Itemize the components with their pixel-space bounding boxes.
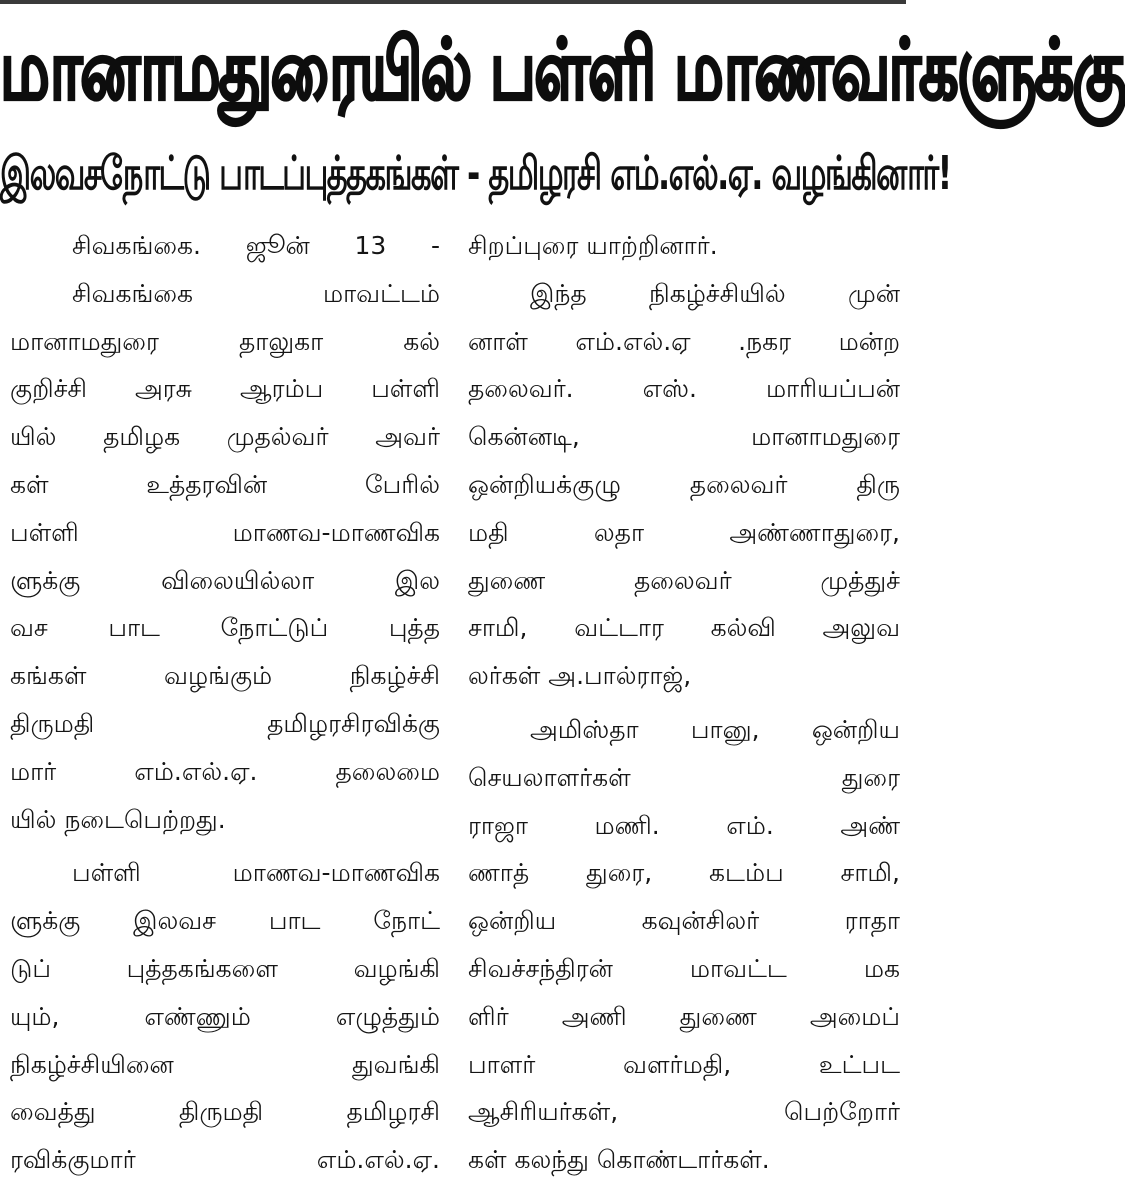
text-line: யும், எண்ணும் எழுத்தும் — [10, 1001, 440, 1031]
text-line: ணாத் துரை, கடம்ப சாமி, — [468, 858, 900, 888]
text-line: பள்ளி மாணவ-மாணவிக — [72, 858, 440, 888]
text-line: சிறப்புரை யாற்றினார். — [468, 231, 718, 260]
text-line: வைத்து திருமதி தமிழரசி — [10, 1097, 440, 1127]
text-line: மார் எம்.எல்.ஏ. தலைமை — [10, 756, 440, 786]
text-line: திருமதி தமிழரசிரவிக்கு — [10, 708, 440, 738]
text-line: இந்த நிகழ்ச்சியில் முன் — [530, 278, 900, 308]
text-line: துணை தலைவர் முத்துச் — [468, 565, 900, 595]
text-line: ராஜா மணி. எம். அண் — [468, 810, 900, 840]
text-line: மானாமதுரை தாலுகா கல் — [10, 326, 440, 356]
text-line: ஒன்றியக்குழு தலைவர் திரு — [468, 469, 900, 499]
text-line: சாமி, வட்டார கல்வி அலுவ — [468, 613, 900, 643]
article-body — [0, 222, 906, 1175]
text-line: பாளர் வளர்மதி, உட்பட — [468, 1049, 900, 1079]
text-line: யில் தமிழக முதல்வர் அவர் — [10, 422, 440, 452]
text-line: தலைவர். எஸ். மாரியப்பன் — [468, 374, 900, 404]
text-line: கள் உத்தரவின் பேரில் — [10, 469, 440, 499]
text-line: லர்கள் அ.பால்ராஜ், — [468, 661, 692, 691]
text-line: ளுக்கு இலவச பாட நோட் — [10, 906, 440, 936]
text-line: யில் நடைபெற்றது. — [10, 804, 226, 834]
text-line: மதி லதா அண்ணாதுரை, — [468, 517, 900, 547]
text-line: சிவகங்கை மாவட்டம் — [72, 278, 440, 308]
text-line: நிகழ்ச்சியினை துவங்கி — [10, 1049, 440, 1079]
text-line: னாள் எம்.எல்.ஏ .நகர மன்ற — [468, 326, 900, 356]
dateline: சிவகங்கை. ஜூன் 13 - — [72, 231, 440, 260]
text-line: ஆசிரியர்கள், பெற்றோர் — [468, 1097, 900, 1127]
left-column — [10, 222, 440, 1175]
text-line: சிவச்சந்திரன் மாவட்ட மக — [468, 953, 900, 983]
text-line: கங்கள் வழங்கும் நிகழ்ச்சி — [10, 661, 440, 691]
headline: மானாமதுரையில் பள்ளி மாணவர்களுக்கு — [0, 20, 1125, 119]
text-line: வச பாட நோட்டுப் புத்த — [10, 613, 440, 643]
text-line: ஒன்றிய கவுன்சிலர் ராதா — [468, 906, 900, 936]
text-line: கென்னடி, மானாமதுரை — [468, 422, 900, 452]
text-line: கள் கலந்து கொண்டார்கள். — [468, 1145, 770, 1175]
text-line: செயலாளர்கள் துரை — [468, 762, 900, 792]
text-line: அமிஸ்தா பானு, ஒன்றிய — [530, 714, 900, 744]
text-line: குறிச்சி அரசு ஆரம்ப பள்ளி — [10, 374, 440, 404]
text-line: பள்ளி மாணவ-மாணவிக — [10, 517, 440, 547]
text-line: ளிர் அணி துணை அமைப் — [468, 1001, 900, 1031]
text-line: ளுக்கு விலையில்லா இல — [10, 565, 440, 595]
text-line: டுப் புத்தகங்களை வழங்கி — [10, 953, 440, 983]
right-column — [468, 222, 900, 1175]
text-line: ரவிக்குமார் எம்.எல்.ஏ. — [10, 1145, 440, 1175]
subheadline: இலவசநோட்டு பாடப்புத்தகங்கள் - தமிழரசி எம்.எல்.ஏ. வழங்கினார்! — [0, 145, 951, 201]
